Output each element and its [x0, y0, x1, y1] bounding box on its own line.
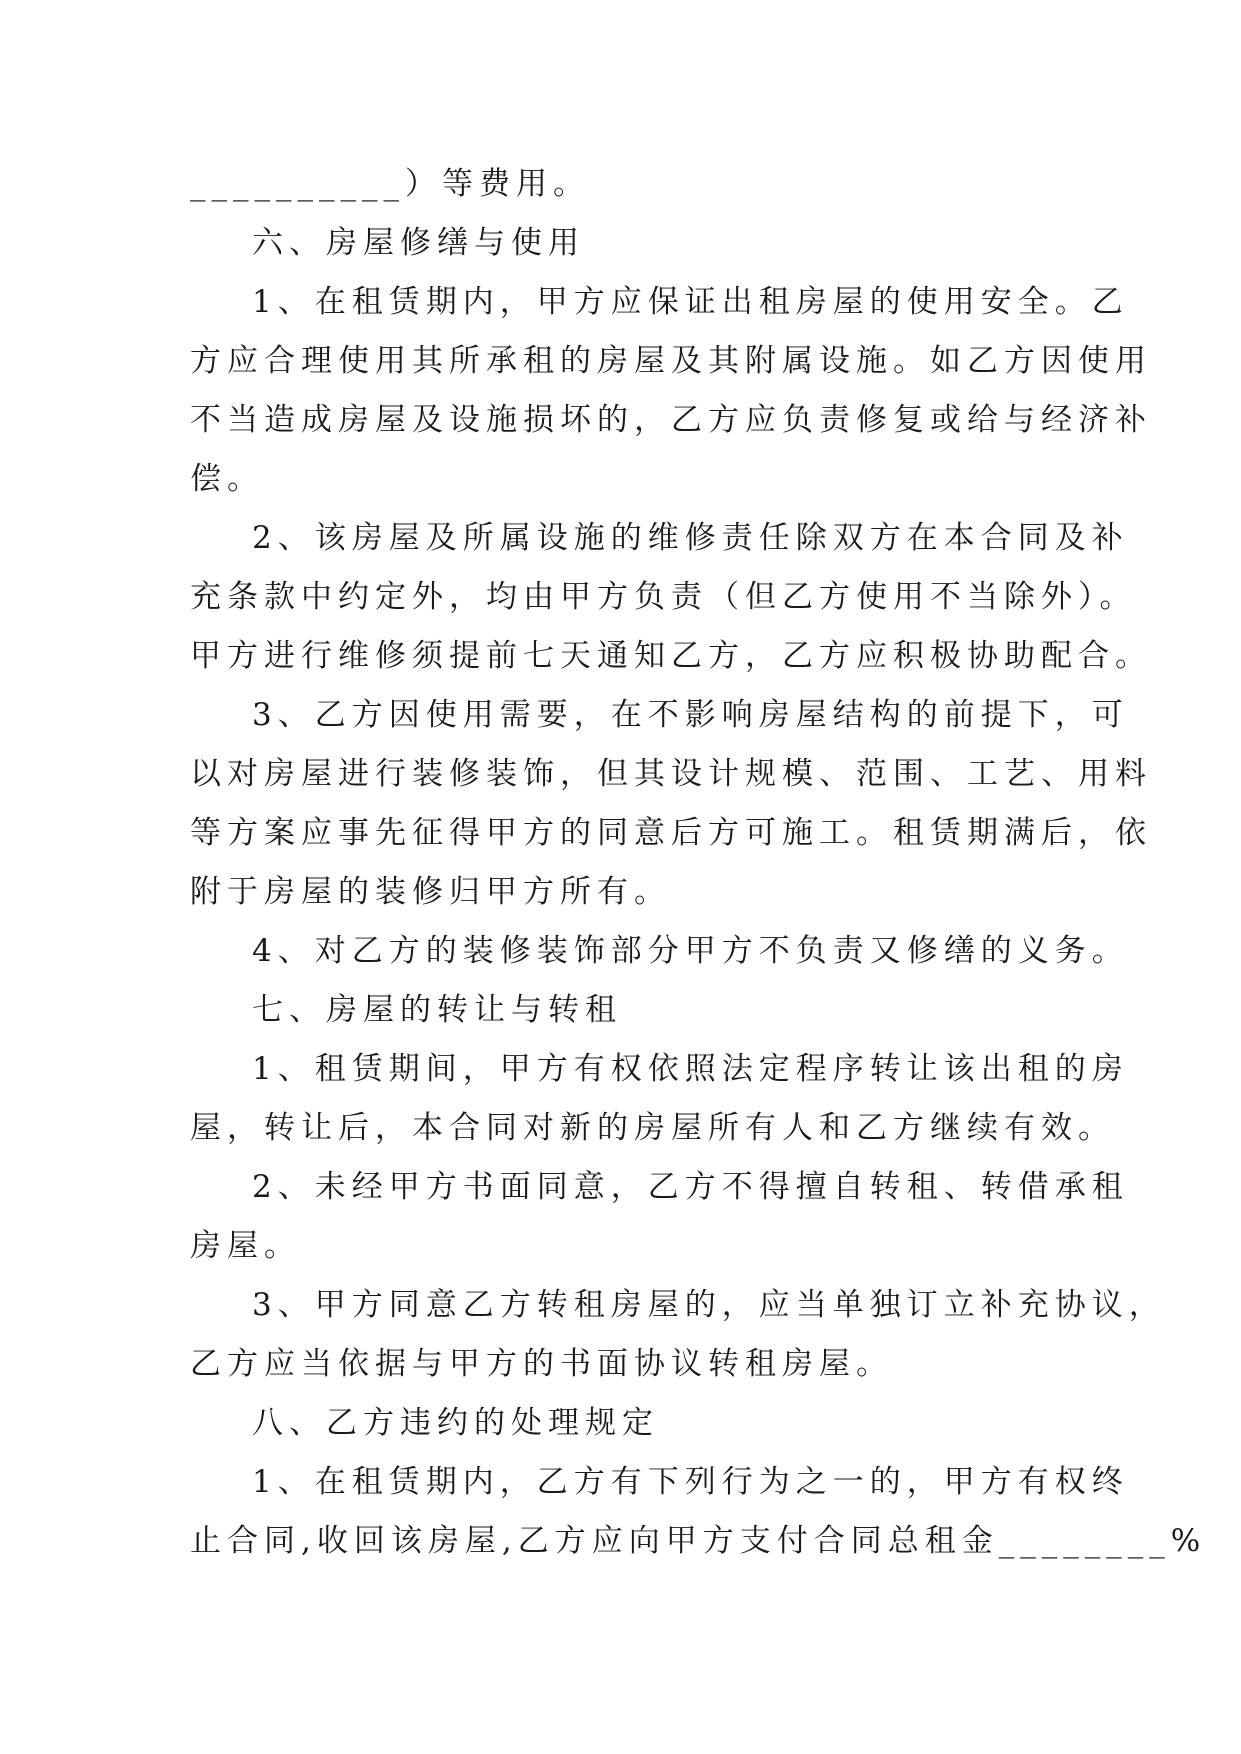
text-line: 充条款中约定外，均由甲方负责（但乙方使用不当除外）。: [190, 579, 1137, 615]
text-line: 甲方进行维修须提前七天通知乙方，乙方应积极协助配合。: [190, 638, 1152, 674]
text-line: 以对房屋进行装修装饰，但其设计规模、范围、工艺、用料: [190, 756, 1152, 792]
text-line: 止合同,收回该房屋,乙方应向甲方支付合同总租金________%: [190, 1523, 1207, 1559]
text-line: 3、乙方因使用需要，在不影响房屋结构的前提下，可: [252, 697, 1129, 733]
text-line: 1、租赁期间，甲方有权依照法定程序转让该出租的房: [252, 1051, 1129, 1087]
text-line: 附于房屋的装修归甲方所有。: [190, 874, 671, 910]
document-body: [190, 155, 1207, 1571]
text-line: 1、在租赁期内，乙方有下列行为之一的，甲方有权终: [252, 1464, 1129, 1500]
text-line: 偿。: [190, 461, 264, 497]
text-line: 1、在租赁期内，甲方应保证出租房屋的使用安全。乙: [252, 284, 1129, 320]
text-line: 方应合理使用其所承租的房屋及其附属设施。如乙方因使用: [190, 343, 1152, 379]
text-line: 屋，转让后，本合同对新的房屋所有人和乙方继续有效。: [190, 1110, 1115, 1146]
text-line: 2、该房屋及所属设施的维修责任除双方在本合同及补: [252, 520, 1129, 556]
text-line: 八、乙方违约的处理规定: [252, 1405, 659, 1441]
text-line: 不当造成房屋及设施损坏的，乙方应负责修复或给与经济补: [190, 402, 1152, 438]
text-line: 2、未经甲方书面同意，乙方不得擅自转租、转借承租: [252, 1169, 1129, 1205]
text-line: 4、对乙方的装修装饰部分甲方不负责又修缮的义务。: [252, 933, 1129, 969]
text-line: 七、房屋的转让与转租: [252, 992, 622, 1028]
text-line: 等方案应事先征得甲方的同意后方可施工。租赁期满后，依: [190, 815, 1152, 851]
text-line: 六、房屋修缮与使用: [252, 225, 585, 261]
text-line: 3、甲方同意乙方转租房屋的，应当单独订立补充协议，: [252, 1287, 1166, 1323]
text-line: 房屋。: [190, 1228, 301, 1264]
text-line: 乙方应当依据与甲方的书面协议转租房屋。: [190, 1346, 893, 1382]
text-line: __________）等费用。: [190, 166, 590, 202]
